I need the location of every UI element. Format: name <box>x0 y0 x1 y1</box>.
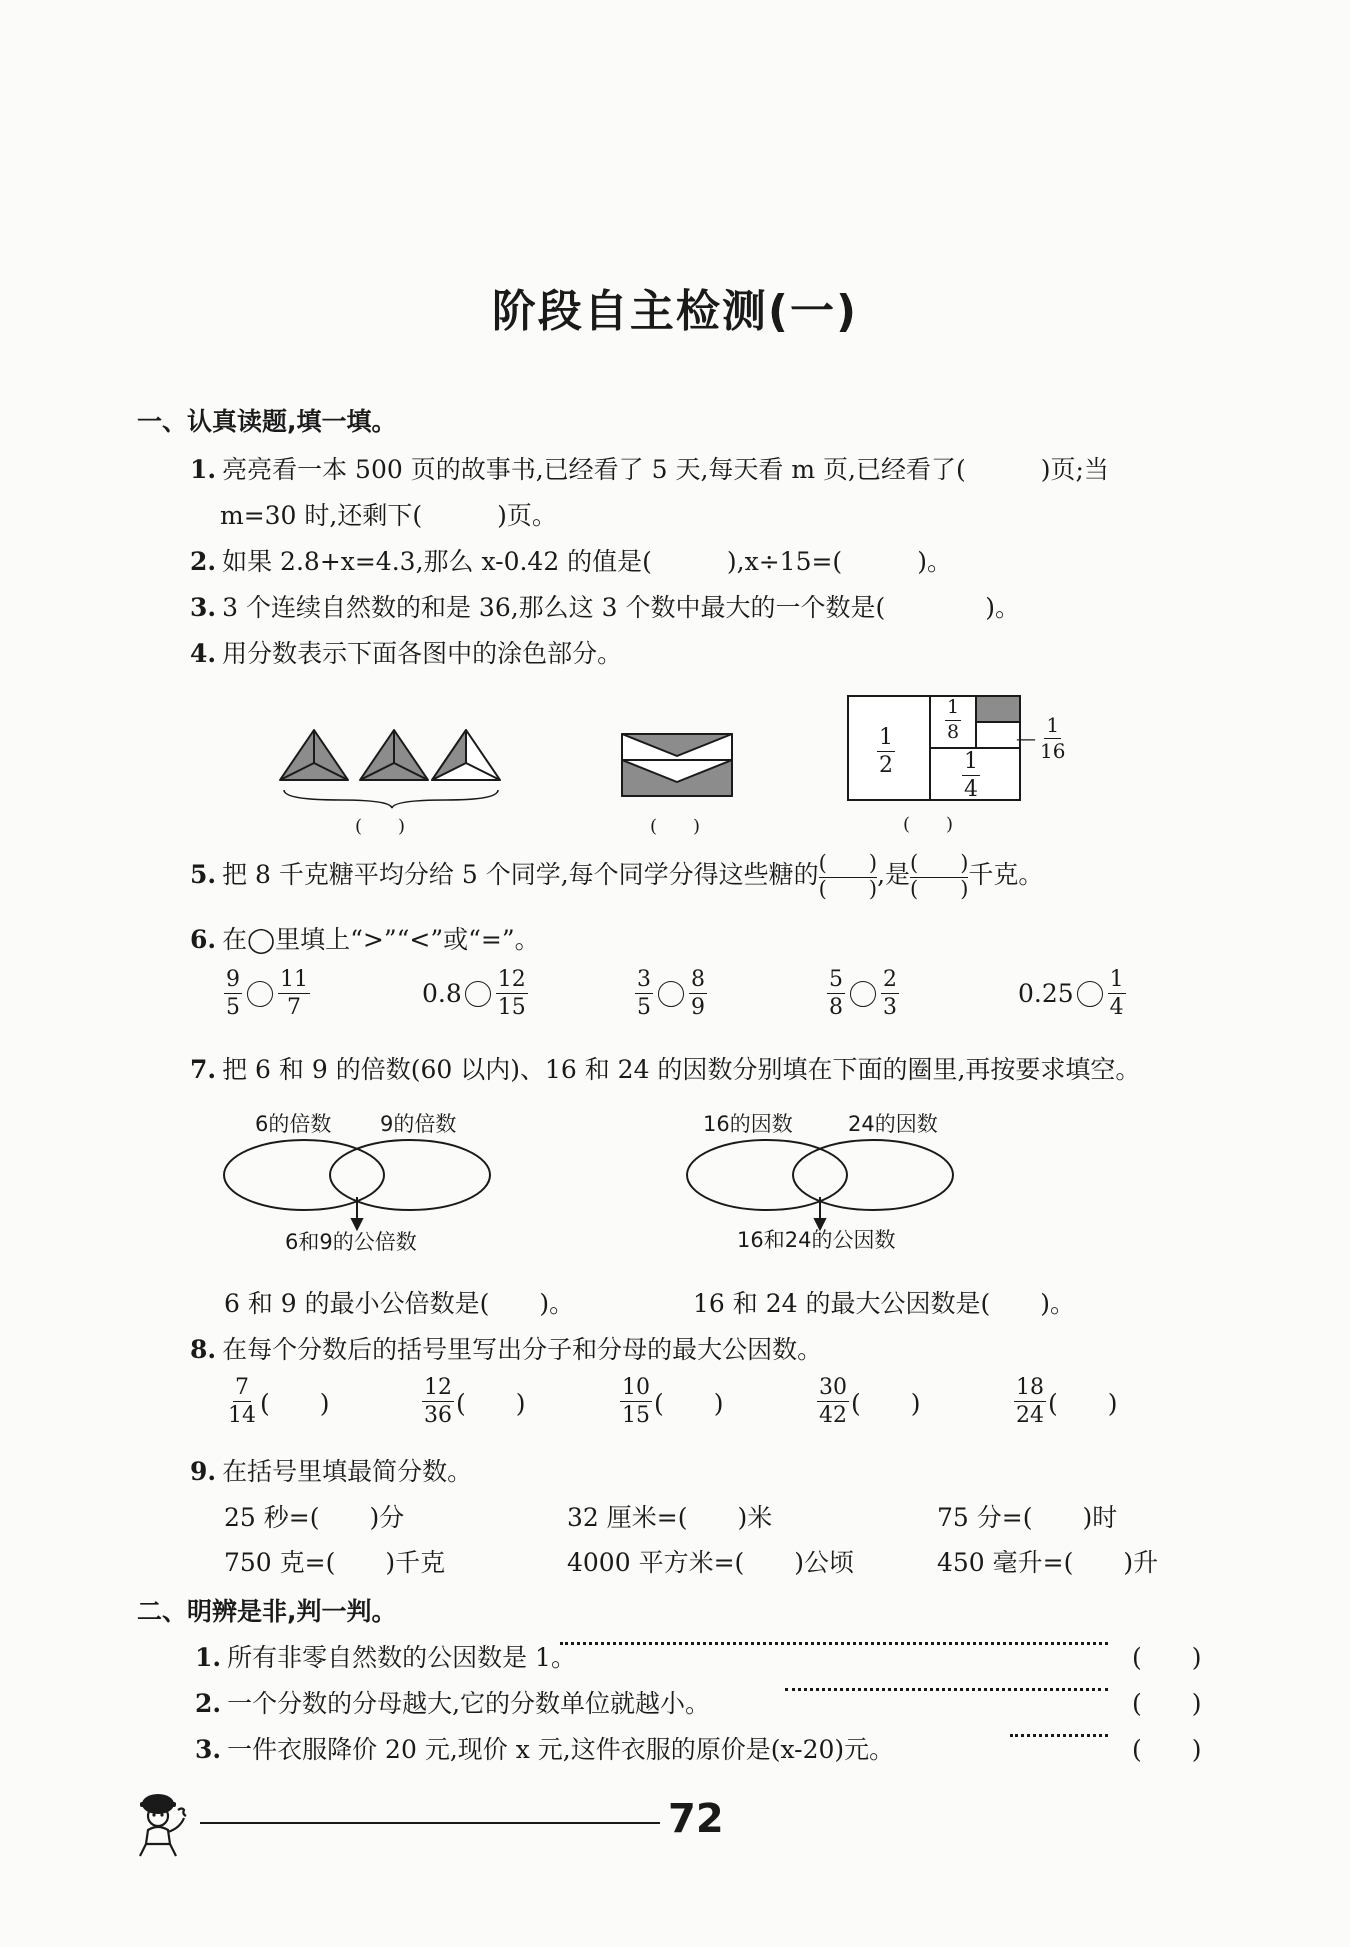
question-number: 1. <box>190 455 217 484</box>
venn2-bottom-label: 16和24的公因数 <box>737 1228 896 1252</box>
venn1-left-label: 6的倍数 <box>255 1112 332 1136</box>
venn1-bottom-label: 6和9的公倍数 <box>285 1230 417 1254</box>
question-8-text: 在每个分数后的括号里写出分子和分母的最大公因数。 <box>222 1335 823 1364</box>
compare-item-1: $\frac{9}{5}$ $\frac{11}{7}$ <box>226 967 308 1021</box>
question-7-text: 把 6 和 9 的倍数(60 以内)、16 和 24 的因数分别填在下面的圈里,再按要求填空。 <box>222 1055 1141 1084</box>
question-5 <box>190 852 1043 901</box>
question-4 <box>190 634 622 670</box>
leader-dots <box>560 1642 1108 1645</box>
judge-blank-3[interactable]: ( ) <box>1132 1735 1202 1764</box>
question-7 <box>190 1050 1140 1086</box>
venn2-right-label: 24的因数 <box>848 1112 938 1136</box>
question-number: 6. <box>190 925 217 954</box>
section-1-heading: 一、认真读题,填一填。 <box>137 407 397 436</box>
answer-fraction-blank[interactable]: ( ) ( ) <box>818 851 878 902</box>
question-6 <box>190 920 540 956</box>
conversion-item: 4000 平方米=( )公顷 <box>567 1548 855 1577</box>
question-number: 3. <box>190 593 217 622</box>
compare-item-4: $\frac{5}{8}$ $\frac{2}{3}$ <box>829 967 897 1021</box>
answer-blank[interactable]: ( ) <box>654 1388 724 1418</box>
leader-dots <box>785 1688 1108 1691</box>
answer-blank[interactable]: ( ) <box>456 1388 526 1418</box>
question-8 <box>190 1330 822 1366</box>
question-2-text: 如果 2.8+x=4.3,那么 x-0.42 的值是( ),x÷15=( )。 <box>222 547 952 576</box>
judge-item-3: 3. 一件衣服降价 20 元,现价 x 元,这件衣服的原价是(x-20)元。 <box>195 1735 895 1764</box>
question-9-text: 在括号里填最简分数。 <box>222 1457 473 1486</box>
rect-label-sixteenth: — $\frac{1}{16}$ <box>1016 713 1066 763</box>
compare-circle[interactable] <box>1077 981 1103 1007</box>
gcf-item-3: $\frac{10}{15}$ ( ) <box>622 1375 724 1429</box>
question-number: 4. <box>190 639 217 668</box>
gcf-item-2: $\frac{12}{36}$ ( ) <box>424 1375 526 1429</box>
answer-blank[interactable]: ( ) <box>1048 1388 1118 1418</box>
gcf-item-5: $\frac{18}{24}$ ( ) <box>1016 1375 1118 1429</box>
rect-label-half: $\frac{1}{2}$ <box>879 725 893 779</box>
question-number: 8. <box>190 1335 217 1364</box>
question-2 <box>190 542 952 578</box>
compare-item-2: 0.8 $\frac{12}{15}$ <box>422 967 526 1021</box>
judge-item-1: 1. 所有非零自然数的公因数是 1。 <box>195 1643 576 1672</box>
rect-label-quarter: $\frac{1}{4}$ <box>964 749 978 803</box>
question-5-text-a: 把 8 千克糖平均分给 5 个同学,每个同学分得这些糖的 <box>222 860 819 890</box>
question-number: 2. <box>190 547 217 576</box>
question-3-text: 3 个连续自然数的和是 36,那么这 3 个数中最大的一个数是( )。 <box>222 593 1020 622</box>
figure-1-blank: ( ) <box>355 816 406 837</box>
question-1-line1: 亮亮看一本 500 页的故事书,已经看了 5 天,每天看 m 页,已经看了( )页;当 <box>222 455 1109 484</box>
answer-blank[interactable]: ( ) <box>260 1388 330 1418</box>
question-number: 7. <box>190 1055 217 1084</box>
gcf-item-4: $\frac{30}{42}$ ( ) <box>819 1375 921 1429</box>
conversion-item: 75 分=( )时 <box>937 1503 1118 1532</box>
venn-diagram-multiples <box>222 1135 494 1235</box>
compare-circle[interactable] <box>247 981 273 1007</box>
compare-item-3: $\frac{3}{5}$ $\frac{8}{9}$ <box>637 967 705 1021</box>
venn2-left-label: 16的因数 <box>703 1112 793 1136</box>
question-4-text: 用分数表示下面各图中的涂色部分。 <box>222 639 623 668</box>
question-number: 5. <box>190 860 217 890</box>
conversion-item: 450 毫升=( )升 <box>937 1548 1159 1577</box>
judge-blank-2[interactable]: ( ) <box>1132 1689 1202 1718</box>
question-5-text-b: ,是 <box>877 860 911 890</box>
compare-circle[interactable] <box>465 981 491 1007</box>
question-1-line2: m=30 时,还剩下( )页。 <box>220 501 557 530</box>
venn1-right-label: 9的倍数 <box>380 1112 457 1136</box>
compare-circle[interactable] <box>850 981 876 1007</box>
judge-blank-1[interactable]: ( ) <box>1132 1643 1202 1672</box>
question-5-text-c: 千克。 <box>968 860 1044 890</box>
figure-3-blank: ( ) <box>903 814 954 835</box>
conversion-item: 750 克=( )千克 <box>224 1548 446 1577</box>
question-7-fill-2: 16 和 24 的最大公因数是( )。 <box>693 1289 1075 1318</box>
judge-item-2: 2. 一个分数的分母越大,它的分数单位就越小。 <box>195 1689 711 1718</box>
cartoon-mascot-icon <box>128 1788 194 1860</box>
figure-2-blank: ( ) <box>650 816 701 837</box>
compare-item-5: 0.25 $\frac{1}{4}$ <box>1018 967 1124 1021</box>
question-9 <box>190 1452 472 1488</box>
leader-dots <box>1010 1734 1108 1737</box>
page-number: 72 <box>668 1796 724 1842</box>
conversion-item: 25 秒=( )分 <box>224 1503 405 1532</box>
conversion-item: 32 厘米=( )米 <box>567 1503 773 1532</box>
question-6-text: 在◯里填上“>”“<”或“=”。 <box>222 925 540 954</box>
triangles-figure <box>270 720 510 810</box>
gcf-item-1: $\frac{7}{14}$ ( ) <box>228 1375 330 1429</box>
question-number: 9. <box>190 1457 217 1486</box>
venn-diagram-factors <box>685 1135 957 1235</box>
envelope-figure <box>618 730 738 800</box>
question-7-fill-1: 6 和 9 的最小公倍数是( )。 <box>224 1289 575 1318</box>
page-title: 阶段自主检测(一) <box>491 286 859 337</box>
rect-label-eighth: $\frac{1}{8}$ <box>947 696 960 743</box>
section-2-heading: 二、明辨是非,判一判。 <box>137 1597 397 1626</box>
question-1 <box>190 450 1109 486</box>
answer-blank[interactable]: ( ) <box>851 1388 921 1418</box>
rectangle-fractions-figure <box>846 694 1026 804</box>
footer-rule <box>200 1822 660 1824</box>
compare-circle[interactable] <box>658 981 684 1007</box>
question-3 <box>190 588 1020 624</box>
answer-fraction-blank[interactable]: ( ) ( ) <box>910 851 969 902</box>
